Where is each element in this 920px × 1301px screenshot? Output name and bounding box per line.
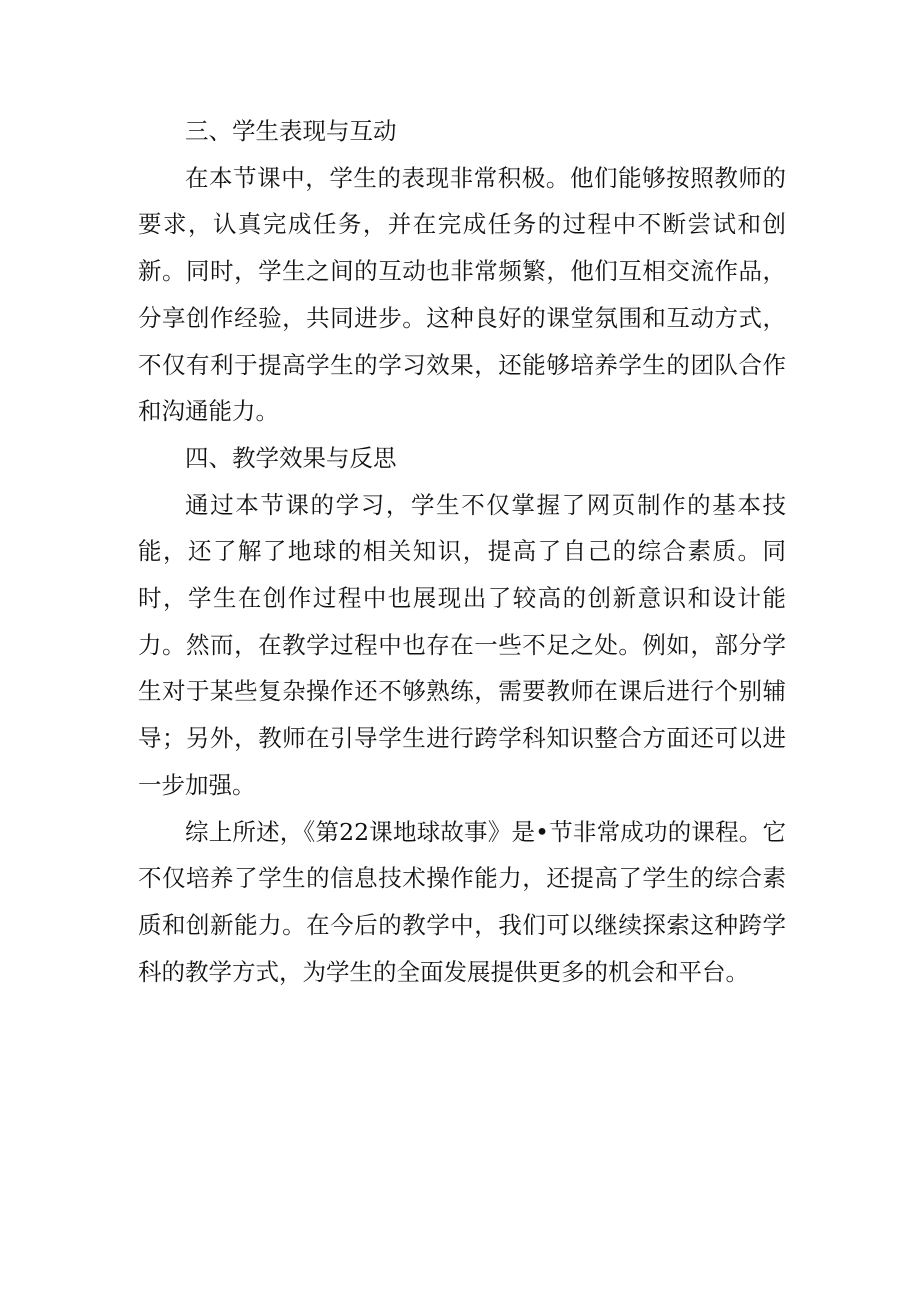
section-heading: 三、学生表现与互动: [185, 117, 397, 145]
body-paragraph: 通过本节课的学习，学生不仅掌握了网页制作的基本技能，还了解了地球的相关知识，提高了自己的综合素质。同时，学生在创作过程中也展现出了较高的创新意识和设计能力。然而，在教学过程中也存在一些不足之处。例如，部分学生对于某些复杂操作还不够熟练，需要教师在课后进行个别辅导；另外，教师在引导学生进行跨学科知识整合方面还可以进一步加强。: [138, 490, 786, 799]
section-heading: 四、教学效果与反思: [185, 443, 397, 472]
body-paragraph: 在本节课中，学生的表现非常积极。他们能够按照教师的要求，认真完成任务，并在完成任务的过程中不断尝试和创新。同时，学生之间的互动也非常频繁，他们互相交流作品，分享创作经验，共同进步。这种良好的课堂氛围和互动方式，不仅有利于提高学生的学习效果，还能够培养学生的团队合作和沟通能力。: [138, 163, 786, 426]
body-paragraph: 综上所述，《第22课地球故事》是•节非常成功的课程。它不仅培养了学生的信息技术操作能力，还提高了学生的综合素质和创新能力。在今后的教学中，我们可以继续探索这种跨学科的教学方式，为学生的全面发展提供更多的机会和平台。: [138, 817, 786, 986]
document-body: [138, 108, 786, 995]
